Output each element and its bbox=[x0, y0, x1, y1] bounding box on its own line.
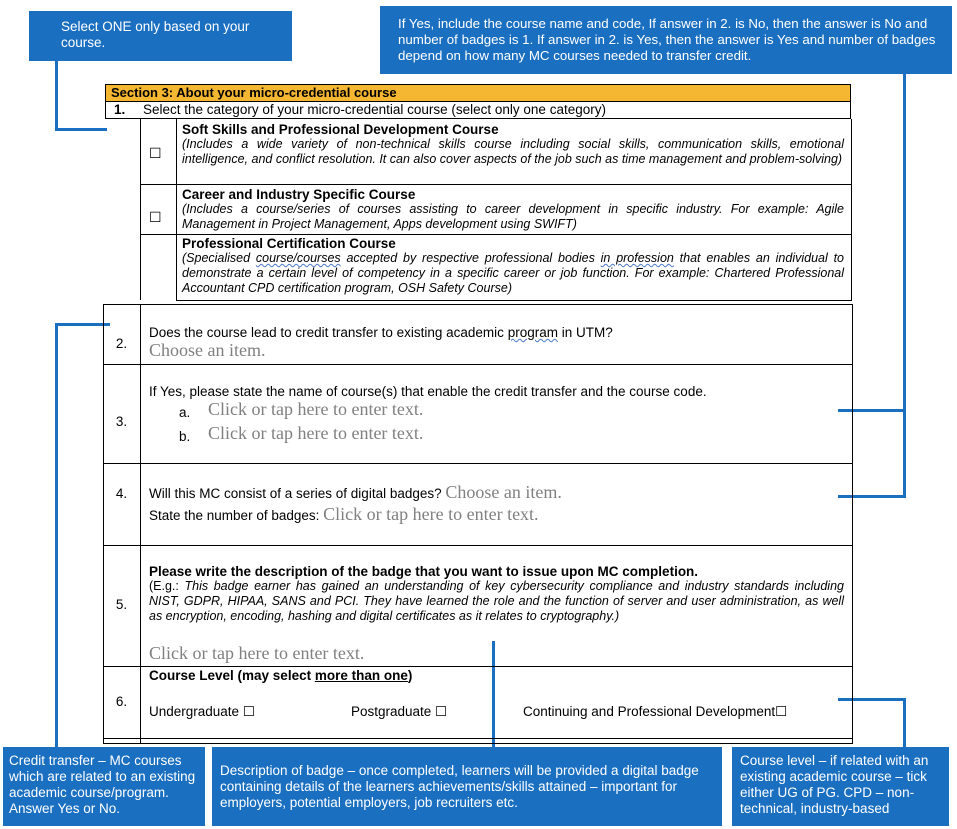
category-career-industry bbox=[182, 187, 844, 232]
callout-text: If Yes, include the course name and code, If answer in 2. is No, then the answer is No and number of badges is 1. If answer in 2. is Yes, then the answer is Yes and number of badges depend on how many MC courses needed to transfer credit. bbox=[398, 16, 936, 63]
grid-line bbox=[176, 300, 852, 301]
grid-line bbox=[140, 184, 852, 185]
connector-line bbox=[903, 698, 906, 748]
category-checkbox-soft-skills[interactable]: ☐ bbox=[149, 145, 162, 161]
callout-text: Description of badge – once completed, learners will be provided a digital badge containing details of the learners achievements/skills attained – important for employers, potential employers, job recruiters etc. bbox=[220, 763, 699, 810]
question-number: 1. bbox=[114, 102, 126, 117]
callout-credit-transfer-answer bbox=[380, 6, 952, 74]
question-1-text: Select the category of your micro-credential course (select only one category) bbox=[143, 102, 606, 117]
question-4-line1 bbox=[149, 484, 562, 502]
item-label: b. bbox=[179, 429, 191, 444]
question-1-row bbox=[105, 102, 851, 119]
badge-description-input[interactable]: Click or tap here to enter text. bbox=[149, 643, 365, 663]
category-description bbox=[182, 251, 844, 296]
desc-part: that enables an individual to demonstrate a certain level of competency in a specific career or job function. For example: Chartered Professional Accountant CPD certification program, OSH Safety Course) bbox=[182, 251, 844, 295]
question-3-text: If Yes, please state the name of course(s) that enable the credit transfer and the course code. bbox=[149, 384, 707, 399]
question-number: 6. bbox=[115, 694, 128, 709]
question-number: 2. bbox=[115, 336, 128, 351]
grid-line bbox=[851, 119, 852, 300]
callout-course-level bbox=[732, 747, 949, 826]
text-part: program bbox=[507, 325, 558, 340]
connector-line bbox=[903, 74, 906, 498]
grid-line bbox=[140, 304, 141, 744]
grid-line bbox=[103, 463, 853, 464]
digital-badges-dropdown[interactable]: Choose an item. bbox=[445, 482, 562, 502]
desc-part: course/courses bbox=[255, 251, 341, 265]
question-5-title: Please write the description of the badge that you want to issue upon MC completion. bbox=[149, 564, 699, 579]
category-soft-skills bbox=[182, 122, 844, 167]
grid-line bbox=[176, 119, 177, 300]
category-description: (Includes a course/series of courses assisting to career development in specific industry. For example: Agile Management in Project Management, Apps development using SWIFT) bbox=[182, 202, 844, 231]
connector-line bbox=[55, 323, 110, 326]
category-professional-certification bbox=[182, 236, 844, 296]
callout-badge-description bbox=[212, 747, 722, 826]
level-undergraduate-checkbox[interactable]: Undergraduate ☐ bbox=[149, 704, 255, 719]
text-part: Does the course lead to credit transfer to existing academic bbox=[149, 325, 508, 340]
category-title: Career and Industry Specific Course bbox=[182, 187, 416, 202]
grid-line bbox=[103, 364, 853, 365]
grid-line bbox=[103, 545, 853, 546]
question-2-text bbox=[149, 325, 613, 341]
course-b-input[interactable]: Click or tap here to enter text. bbox=[208, 423, 424, 443]
badge-count-label: State the number of badges: bbox=[149, 508, 320, 523]
callout-credit-transfer-explain bbox=[3, 747, 205, 826]
level-postgraduate-checkbox[interactable]: Postgraduate ☐ bbox=[351, 704, 448, 719]
grid-line bbox=[140, 119, 141, 300]
question-number: 4. bbox=[115, 486, 128, 501]
text-part: Course Level (may select bbox=[149, 668, 315, 683]
example-text: This badge earner has gained an understanding of key cybersecurity compliance and industry standards including NIST, GDPR, HIPAA, SANS and PCI. They have learned the role and the function of server and user administration, as well as encryption, encoding, hashing and digital certificates as it relates to cryptography.) bbox=[149, 579, 844, 623]
badge-count-input[interactable]: Click or tap here to enter text. bbox=[323, 504, 539, 524]
callout-select-one bbox=[29, 11, 292, 61]
desc-part: accepted by respective professional bodies bbox=[340, 251, 601, 265]
connector-line bbox=[55, 60, 58, 130]
category-description: (Includes a wide variety of non-technical skills course including social skills, communication skills, emotional intelligence, and conflict resolution. It can also cover aspects of the job such as time management and problem-solving) bbox=[182, 137, 844, 166]
category-title: Soft Skills and Professional Development Course bbox=[182, 122, 499, 137]
section-header: Section 3: About your micro-credential course bbox=[105, 84, 851, 102]
callout-text: Course level – if related with an existing academic course – tick either UG of PG. CPD – non-technical, industry-based bbox=[740, 753, 929, 816]
desc-part: (Specialised bbox=[182, 251, 256, 265]
question-6-title bbox=[149, 668, 412, 684]
grid-line bbox=[103, 738, 853, 739]
question-number: 5. bbox=[115, 597, 128, 612]
desc-part: in profession bbox=[600, 251, 674, 265]
course-a-input[interactable]: Click or tap here to enter text. bbox=[208, 399, 424, 419]
question-4-line2 bbox=[149, 506, 539, 524]
credit-transfer-dropdown[interactable]: Choose an item. bbox=[149, 340, 266, 360]
example-prefix: (E.g.: bbox=[149, 579, 185, 593]
grid-line bbox=[103, 666, 853, 667]
text-part: ) bbox=[407, 668, 413, 683]
grid-line bbox=[140, 234, 852, 235]
item-label: a. bbox=[179, 405, 191, 420]
connector-line bbox=[55, 128, 107, 131]
callout-text: Credit transfer – MC courses which are related to an existing academic course/program. Answer Yes or No. bbox=[9, 753, 196, 816]
category-title: Professional Certification Course bbox=[182, 236, 396, 251]
connector-line bbox=[55, 323, 58, 748]
question-4-text: Will this MC consist of a series of digital badges? bbox=[149, 486, 442, 501]
callout-text: Select ONE only based on your course. bbox=[61, 19, 250, 50]
category-checkbox-career-industry[interactable]: ☐ bbox=[149, 209, 162, 225]
question-number: 3. bbox=[115, 414, 128, 429]
question-5-example bbox=[149, 579, 844, 624]
level-cpd-checkbox[interactable]: Continuing and Professional Development☐ bbox=[523, 704, 788, 719]
text-part: in UTM? bbox=[557, 325, 613, 340]
text-part: more than one bbox=[314, 668, 408, 683]
